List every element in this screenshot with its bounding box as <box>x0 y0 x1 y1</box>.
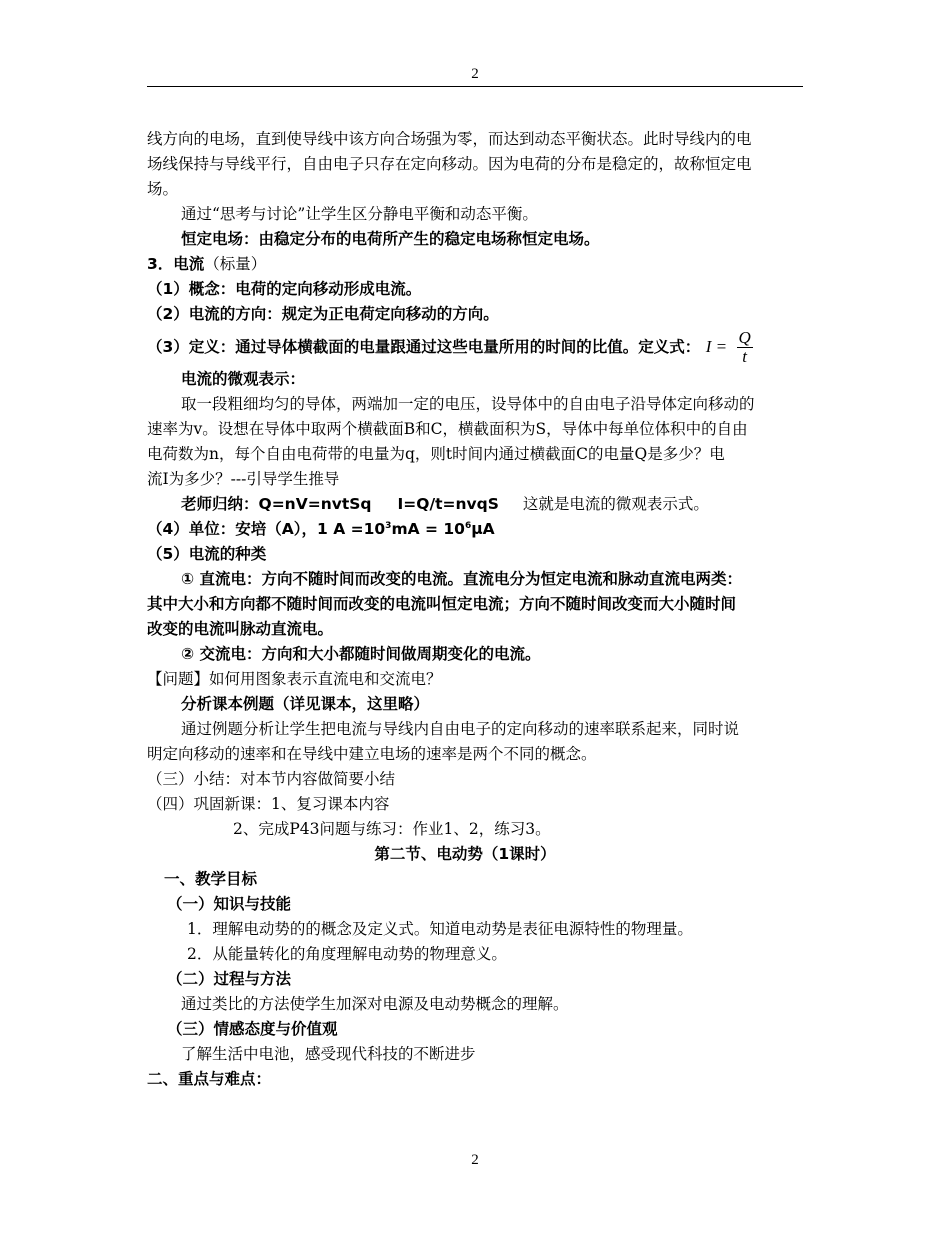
paragraph-line: 速率为v。设想在导体中取两个横截面B和C，横截面积为S，导体中每单位体积中的自由 <box>147 420 748 438</box>
dc-line: 改变的电流叫脉动直流电。 <box>147 620 334 638</box>
footer-page-number: 2 <box>471 1152 479 1168</box>
unit-text-c: μA <box>471 520 495 538</box>
item-definition <box>147 327 803 367</box>
step-summary: （三）小结：对本节内容做简要小结 <box>147 770 396 788</box>
item-direction: （2）电流的方向：规定为正电荷定向移动的方向。 <box>147 305 499 323</box>
question-line: 【问题】如何用图象表示直流电和交流电？ <box>147 670 442 688</box>
key-points-title: 二、重点与难点： <box>147 1070 272 1088</box>
dc-line: ① 直流电：方向不随时间而改变的电流。直流电分为恒定电流和脉动直流电两类： <box>181 570 743 588</box>
section-3-note: （标量） <box>204 255 267 273</box>
paragraph-line: 通过“思考与讨论”让学生区分静电平衡和动态平衡。 <box>181 205 538 223</box>
ac-line: ② 交流电：方向和大小都随时间做周期变化的电流。 <box>181 645 541 663</box>
step-consolidate: （四）巩固新课：1、复习课本内容 <box>147 795 390 813</box>
goal-2-text: 通过类比的方法使学生加深对电源及电动势概念的理解。 <box>181 995 569 1013</box>
item-concept: （1）概念：电荷的定向移动形成电流。 <box>147 280 422 298</box>
goal-3-title: （三）情感态度与价值观 <box>167 1020 338 1038</box>
paragraph-line: 线方向的电场，直到使导线中该方向合场强为零，而达到动态平衡状态。此时导线内的电 <box>147 130 752 148</box>
teacher-summary <box>147 492 803 517</box>
dc-line: 其中大小和方向都不随时间而改变的电流叫恒定电流；方向不随时间改变而大小随时间 <box>147 595 737 613</box>
definition-text: （3）定义：通过导体横截面的电量跟通过这些电量所用的时间的比值。定义式： <box>147 338 701 356</box>
goal-1-title: （一）知识与技能 <box>167 895 292 913</box>
formula-lhs: I = <box>705 337 728 356</box>
micro-title: 电流的微观表示： <box>181 370 306 388</box>
section-3-title: 3．电流 <box>147 255 205 273</box>
summary-label: 老师归纳： <box>181 495 259 513</box>
unit-exponent-2: 6 <box>464 520 472 531</box>
goal-2-title: （二）过程与方法 <box>167 970 292 988</box>
paragraph-line: 取一段粗细均匀的导体，两端加一定的电压，设导体中的自由电子沿导体定向移动的 <box>181 395 755 413</box>
paragraph-line: 电荷数为n，每个自由电荷带的电量为q，则t时间内通过横截面C的电量Q是多少？电 <box>147 445 725 463</box>
definition-constant-field: 恒定电场：由稳定分布的电荷所产生的稳定电场称恒定电场。 <box>181 230 600 248</box>
paragraph-line: 明定向移动的速率和在导线中建立电场的速率是两个不同的概念。 <box>147 745 597 763</box>
goal-1-item: 2．从能量转化的角度理解电动势的物理意义。 <box>187 945 507 963</box>
page-content <box>147 127 803 1092</box>
fraction-denominator: t <box>742 347 747 366</box>
paragraph-line: 场。 <box>147 180 179 198</box>
section-2-title: 第二节、电动势（1课时） <box>374 845 556 863</box>
unit-exponent-1: 3 <box>385 520 392 531</box>
paragraph-line: 流I为多少？---引导学生推导 <box>147 470 340 488</box>
header-page-number: 2 <box>471 66 479 82</box>
formula-fraction <box>737 329 753 366</box>
goals-title: 一、教学目标 <box>164 870 258 888</box>
fraction-numerator: Q <box>738 328 751 347</box>
unit-text-b: mA = 10 <box>391 520 465 538</box>
goal-3-text: 了解生活中电池，感受现代科技的不断进步 <box>181 1045 476 1063</box>
summary-formula-1: Q=nV=nvtSq <box>258 495 372 513</box>
summary-rest: 这就是电流的微观表示式。 <box>522 495 709 513</box>
paragraph-line: 场线保持与导线平行，自由电子只存在定向移动。因为电荷的分布是稳定的，故称恒定电 <box>147 155 752 173</box>
paragraph-line: 通过例题分析让学生把电流与导线内自由电子的定向移动的速率联系起来，同时说 <box>181 720 740 738</box>
header-rule <box>147 86 803 87</box>
summary-formula-2: I=Q/t=nvqS <box>397 495 499 513</box>
section-3-heading <box>147 252 803 277</box>
item-kinds: （5）电流的种类 <box>147 545 267 563</box>
example-title: 分析课本例题（详见课本，这里略） <box>181 695 430 713</box>
step-consolidate-2: 2、完成P43问题与练习：作业1、2，练习3。 <box>233 820 551 838</box>
unit-text-a: （4）单位：安培（A），1 A =10 <box>147 520 386 538</box>
item-unit <box>147 517 803 542</box>
goal-1-item: 1．理解电动势的的概念及定义式。知道电动势是表征电源特性的物理量。 <box>187 920 693 938</box>
